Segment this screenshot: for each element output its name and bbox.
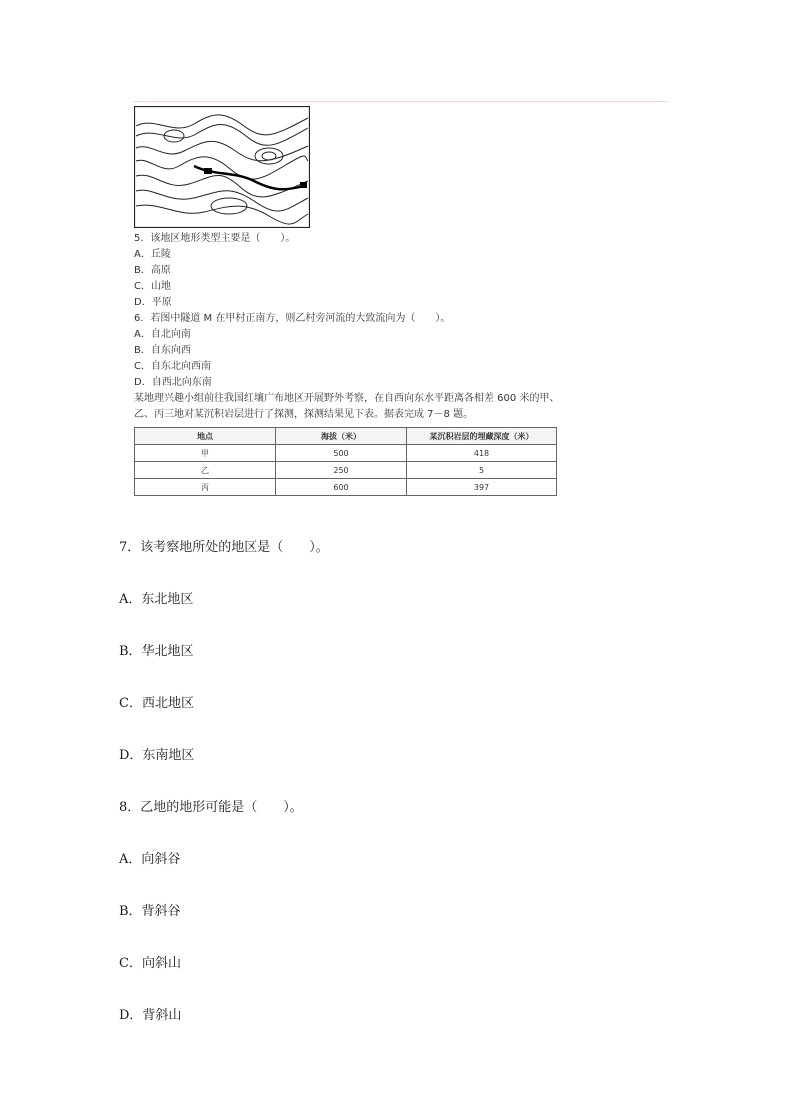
q8-stem: 8．乙地的地形可能是（ ）。 xyxy=(119,800,303,815)
q7-option-b: B．华北地区 xyxy=(119,644,194,659)
q7-stem: 7．该考察地所处的地区是（ ）。 xyxy=(119,540,329,555)
table-cell: 乙 xyxy=(135,462,276,479)
q8-option-a: A．向斜谷 xyxy=(119,852,181,867)
q8-option-b: B．背斜谷 xyxy=(119,904,181,919)
q6-option-a: A．自北向南 xyxy=(134,329,191,340)
table-row xyxy=(135,462,557,479)
q6-option-c: C．自东北向西南 xyxy=(134,361,211,372)
table-header: 地点 xyxy=(135,428,276,445)
table-cell: 600 xyxy=(276,479,407,496)
table-cell: 丙 xyxy=(135,479,276,496)
q5-option-c: C．山地 xyxy=(134,281,171,292)
table-header-row xyxy=(135,428,557,445)
q5-option-b: B．高原 xyxy=(134,265,171,276)
table-cell: 500 xyxy=(276,445,407,462)
q8-option-d: D．背斜山 xyxy=(119,1008,182,1023)
table-header: 海拔（米） xyxy=(276,428,407,445)
q6-option-b: B．自东向西 xyxy=(134,345,191,356)
q5-stem: 5．该地区地形类型主要是（ ）。 xyxy=(134,233,296,244)
table-cell: 250 xyxy=(276,462,407,479)
q6-option-d: D．自西北向东南 xyxy=(134,377,212,388)
table-cell: 甲 xyxy=(135,445,276,462)
top-divider xyxy=(134,101,667,102)
table-cell: 397 xyxy=(407,479,557,496)
q7-option-a: A．东北地区 xyxy=(119,592,194,607)
table-row xyxy=(135,445,557,462)
q7-option-c: C．西北地区 xyxy=(119,696,194,711)
q5-option-d: D．平原 xyxy=(134,297,172,308)
q8-option-c: C．向斜山 xyxy=(119,956,181,971)
q7-option-d: D．东南地区 xyxy=(119,748,195,763)
survey-table xyxy=(134,427,557,496)
table-cell: 418 xyxy=(407,445,557,462)
intro-paragraph: 某地理兴趣小组前往我国红壤广布地区开展野外考察，在自西向东水平距离各相差 600 米的甲、乙、丙三地对某沉积岩层进行了探测，探测结果见下表。据表完成 7－8 题。 xyxy=(134,393,560,420)
table-header: 某沉积岩层的埋藏深度（米） xyxy=(407,428,557,445)
table-cell: 5 xyxy=(407,462,557,479)
contour-map-image xyxy=(134,106,310,228)
q6-stem: 6．若图中隧道 M 在甲村正南方，则乙村旁河流的大致流向为（ ）。 xyxy=(134,313,451,324)
table-row xyxy=(135,479,557,496)
q5-option-a: A．丘陵 xyxy=(134,249,171,260)
